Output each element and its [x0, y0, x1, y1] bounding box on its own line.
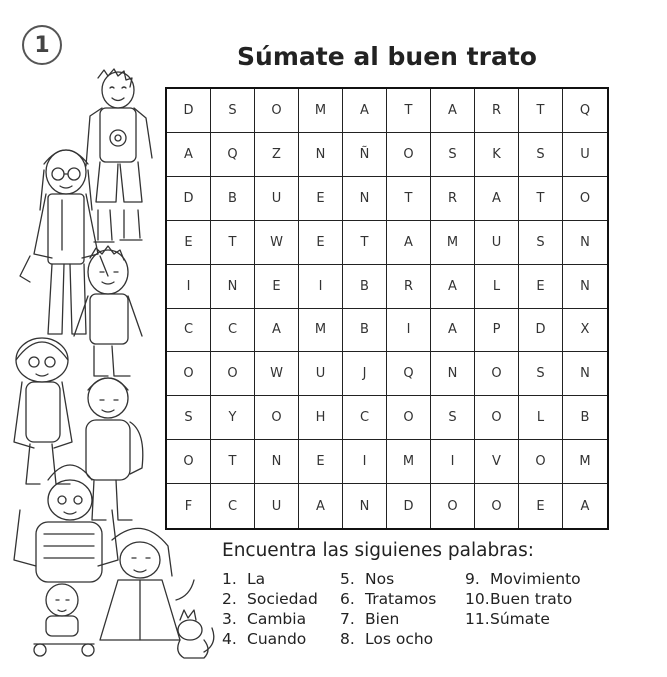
- grid-cell[interactable]: O: [387, 396, 431, 440]
- grid-cell[interactable]: T: [387, 89, 431, 133]
- grid-cell[interactable]: S: [431, 396, 475, 440]
- grid-cell[interactable]: A: [167, 133, 211, 177]
- grid-cell[interactable]: M: [431, 221, 475, 265]
- word-text: Súmate: [490, 610, 550, 628]
- grid-cell[interactable]: B: [211, 177, 255, 221]
- grid-cell[interactable]: N: [431, 352, 475, 396]
- grid-cell[interactable]: A: [343, 89, 387, 133]
- grid-cell[interactable]: O: [211, 352, 255, 396]
- word-list-item: [465, 590, 572, 608]
- word-text: Bien: [365, 610, 400, 628]
- grid-cell[interactable]: O: [519, 440, 563, 484]
- word-number: 4.: [222, 630, 237, 648]
- grid-cell[interactable]: W: [255, 352, 299, 396]
- grid-cell[interactable]: Q: [563, 89, 607, 133]
- word-list-item: [340, 570, 394, 588]
- grid-cell[interactable]: C: [167, 309, 211, 353]
- grid-cell[interactable]: T: [387, 177, 431, 221]
- grid-cell[interactable]: N: [563, 352, 607, 396]
- grid-cell[interactable]: L: [475, 265, 519, 309]
- word-list-item: [222, 610, 306, 628]
- grid-cell[interactable]: B: [343, 265, 387, 309]
- grid-cell[interactable]: A: [387, 221, 431, 265]
- grid-cell[interactable]: I: [431, 440, 475, 484]
- grid-cell[interactable]: N: [343, 484, 387, 528]
- grid-cell[interactable]: Ñ: [343, 133, 387, 177]
- page-number-badge: 1: [22, 25, 62, 65]
- word-list-item: [465, 610, 550, 628]
- grid-cell[interactable]: E: [519, 265, 563, 309]
- grid-cell[interactable]: X: [563, 309, 607, 353]
- grid-cell[interactable]: D: [167, 177, 211, 221]
- grid-cell[interactable]: N: [211, 265, 255, 309]
- grid-cell[interactable]: I: [387, 309, 431, 353]
- grid-cell[interactable]: U: [563, 133, 607, 177]
- grid-cell[interactable]: D: [387, 484, 431, 528]
- grid-cell[interactable]: J: [343, 352, 387, 396]
- child-on-scooter-figure: [34, 584, 94, 656]
- grid-cell[interactable]: V: [475, 440, 519, 484]
- grid-cell[interactable]: O: [167, 440, 211, 484]
- grid-cell[interactable]: C: [343, 396, 387, 440]
- grid-cell[interactable]: I: [167, 265, 211, 309]
- grid-cell[interactable]: O: [475, 352, 519, 396]
- word-text: La: [247, 570, 266, 588]
- word-text: Cuando: [247, 630, 307, 648]
- grid-cell[interactable]: U: [299, 352, 343, 396]
- grid-cell[interactable]: A: [431, 89, 475, 133]
- grid-cell[interactable]: S: [519, 352, 563, 396]
- grid-cell[interactable]: U: [475, 221, 519, 265]
- word-number: 6.: [340, 590, 355, 608]
- grid-cell[interactable]: D: [519, 309, 563, 353]
- grid-cell[interactable]: R: [475, 89, 519, 133]
- grid-cell[interactable]: S: [431, 133, 475, 177]
- grid-cell[interactable]: M: [299, 309, 343, 353]
- grid-cell[interactable]: P: [475, 309, 519, 353]
- grid-cell[interactable]: I: [343, 440, 387, 484]
- grid-cell[interactable]: E: [167, 221, 211, 265]
- child-with-helmet-figure: [14, 338, 72, 484]
- word-list: [222, 570, 622, 650]
- word-text: Sociedad: [247, 590, 318, 608]
- grid-cell[interactable]: C: [211, 309, 255, 353]
- grid-cell[interactable]: N: [255, 440, 299, 484]
- grid-cell[interactable]: O: [475, 484, 519, 528]
- grid-cell[interactable]: O: [167, 352, 211, 396]
- grid-cell[interactable]: M: [563, 440, 607, 484]
- word-number: 3.: [222, 610, 237, 628]
- grid-cell[interactable]: A: [431, 309, 475, 353]
- word-list-item: [340, 610, 399, 628]
- grid-cell[interactable]: N: [343, 177, 387, 221]
- grid-cell[interactable]: D: [167, 89, 211, 133]
- instructions-heading: Encuentra las siguienes palabras:: [222, 540, 534, 561]
- grid-cell[interactable]: Q: [387, 352, 431, 396]
- grid-cell[interactable]: M: [387, 440, 431, 484]
- grid-cell[interactable]: C: [211, 484, 255, 528]
- child-with-hat-figure: [14, 465, 118, 582]
- grid-cell[interactable]: S: [167, 396, 211, 440]
- grid-cell[interactable]: E: [519, 484, 563, 528]
- grid-cell[interactable]: Y: [211, 396, 255, 440]
- grid-cell[interactable]: E: [299, 177, 343, 221]
- grid-cell[interactable]: N: [563, 221, 607, 265]
- grid-cell[interactable]: K: [475, 133, 519, 177]
- grid-cell[interactable]: N: [563, 265, 607, 309]
- page-title: Súmate al buen trato: [237, 42, 537, 71]
- word-list-item: [222, 570, 265, 588]
- grid-cell[interactable]: S: [211, 89, 255, 133]
- cat-figure: [178, 610, 214, 658]
- grid-cell[interactable]: O: [387, 133, 431, 177]
- grid-cell[interactable]: O: [475, 396, 519, 440]
- word-list-item: [465, 570, 581, 588]
- word-number: 9.: [465, 570, 480, 588]
- grid-cell[interactable]: T: [519, 177, 563, 221]
- word-list-item: [222, 630, 306, 648]
- word-number: 7.: [340, 610, 355, 628]
- word-number: 11.: [465, 610, 490, 628]
- word-number: 10.: [465, 590, 490, 608]
- word-number: 8.: [340, 630, 355, 648]
- grid-cell[interactable]: Z: [255, 133, 299, 177]
- grid-cell[interactable]: W: [255, 221, 299, 265]
- boy-figure-top: [86, 69, 152, 242]
- grid-cell[interactable]: M: [299, 89, 343, 133]
- grid-cell[interactable]: E: [299, 440, 343, 484]
- grid-cell[interactable]: U: [255, 177, 299, 221]
- word-text: Buen trato: [490, 590, 573, 608]
- grid-cell[interactable]: O: [255, 89, 299, 133]
- word-list-item: [222, 590, 318, 608]
- grid-cell[interactable]: T: [519, 89, 563, 133]
- word-text: Tratamos: [365, 590, 437, 608]
- grid-cell[interactable]: H: [299, 396, 343, 440]
- grid-cell[interactable]: R: [431, 177, 475, 221]
- grid-cell[interactable]: A: [299, 484, 343, 528]
- grid-cell[interactable]: B: [563, 396, 607, 440]
- word-text: Cambia: [247, 610, 307, 628]
- word-text: Nos: [365, 570, 395, 588]
- word-search-grid: [165, 87, 609, 530]
- grid-cell[interactable]: U: [255, 484, 299, 528]
- grid-cell[interactable]: B: [343, 309, 387, 353]
- grid-cell[interactable]: O: [255, 396, 299, 440]
- word-list-item: [340, 630, 433, 648]
- boy-with-backpack-figure: [86, 378, 143, 520]
- grid-cell[interactable]: L: [519, 396, 563, 440]
- word-text: Los ocho: [365, 630, 434, 648]
- grid-cell[interactable]: R: [387, 265, 431, 309]
- grid-cell[interactable]: O: [563, 177, 607, 221]
- grid-cell[interactable]: A: [475, 177, 519, 221]
- word-number: 1.: [222, 570, 237, 588]
- word-list-item: [340, 590, 436, 608]
- grid-cell[interactable]: N: [299, 133, 343, 177]
- word-number: 5.: [340, 570, 355, 588]
- grid-cell[interactable]: T: [343, 221, 387, 265]
- word-number: 2.: [222, 590, 237, 608]
- word-text: Movimiento: [490, 570, 581, 588]
- grid-cell[interactable]: T: [211, 440, 255, 484]
- grid-cell[interactable]: Q: [211, 133, 255, 177]
- grid-cell[interactable]: S: [519, 221, 563, 265]
- grid-cell[interactable]: O: [431, 484, 475, 528]
- grid-cell[interactable]: E: [299, 221, 343, 265]
- grid-cell[interactable]: A: [580, 498, 590, 514]
- grid-cell[interactable]: A: [431, 265, 475, 309]
- grid-cell[interactable]: F: [167, 484, 211, 528]
- child-with-raincoat-figure: [100, 528, 194, 640]
- grid-cell[interactable]: T: [211, 221, 255, 265]
- grid-cell[interactable]: A: [255, 309, 299, 353]
- grid-cell[interactable]: S: [519, 133, 563, 177]
- grid-cell[interactable]: I: [299, 265, 343, 309]
- grid-cell[interactable]: E: [255, 265, 299, 309]
